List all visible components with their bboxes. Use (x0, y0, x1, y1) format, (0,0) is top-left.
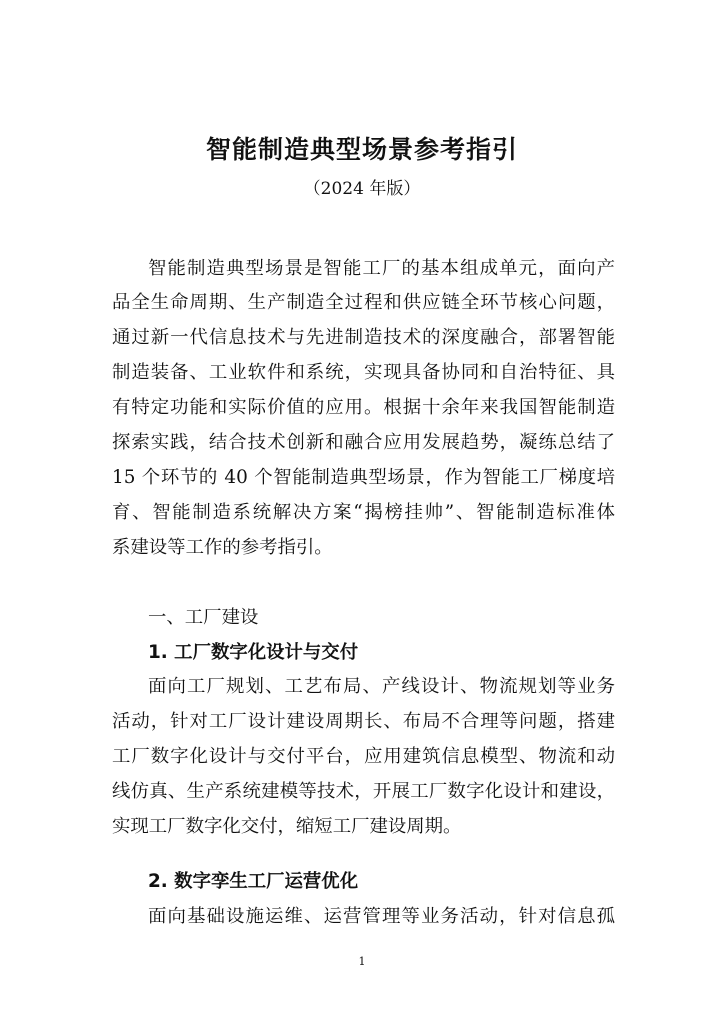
item-line: 活动，针对工厂设计建设周期长、布局不合理等问题，搭建 (112, 711, 615, 732)
item-heading: 2. 数字孪生工厂运营优化 (148, 871, 359, 892)
intro-line: 系建设等工作的参考指引。 (112, 537, 333, 558)
intro-line: 制造装备、工业软件和系统，实现具备协同和自治特征、具 (112, 362, 615, 383)
intro-line: 品全生命周期、生产制造全过程和供应链全环节核心问题， (112, 292, 615, 313)
intro-line: 通过新一代信息技术与先进制造技术的深度融合，部署智能 (112, 327, 615, 348)
intro-line: 育、智能制造系统解决方案“揭榜挂帅”、智能制造标准体 (112, 502, 615, 523)
item-line: 工厂数字化设计与交付平台，应用建筑信息模型、物流和动 (112, 746, 615, 767)
item-line: 面向基础设施运维、运营管理等业务活动，针对信息孤 (148, 906, 615, 927)
item-line: 实现工厂数字化交付，缩短工厂建设周期。 (112, 816, 462, 837)
item-heading: 1. 工厂数字化设计与交付 (148, 642, 359, 663)
intro-line: 探索实践，结合技术创新和融合应用发展趋势，凝练总结了 (112, 432, 615, 453)
item-line: 面向工厂规划、工艺布局、产线设计、物流规划等业务 (148, 676, 615, 697)
document-subtitle: （2024 年版） (303, 179, 421, 199)
section-heading: 一、工厂建设 (148, 607, 259, 628)
intro-line: 有特定功能和实际价值的应用。根据十余年来我国智能制造 (112, 397, 615, 418)
intro-line: 智能制造典型场景是智能工厂的基本组成单元，面向产 (148, 258, 615, 279)
document-title: 智能制造典型场景参考指引 (205, 135, 518, 164)
page-number: 1 (358, 955, 366, 968)
intro-line: 15 个环节的 40 个智能制造典型场景，作为智能工厂梯度培 (112, 467, 615, 488)
item-line: 线仿真、生产系统建模等技术，开展工厂数字化设计和建设， (112, 781, 615, 802)
